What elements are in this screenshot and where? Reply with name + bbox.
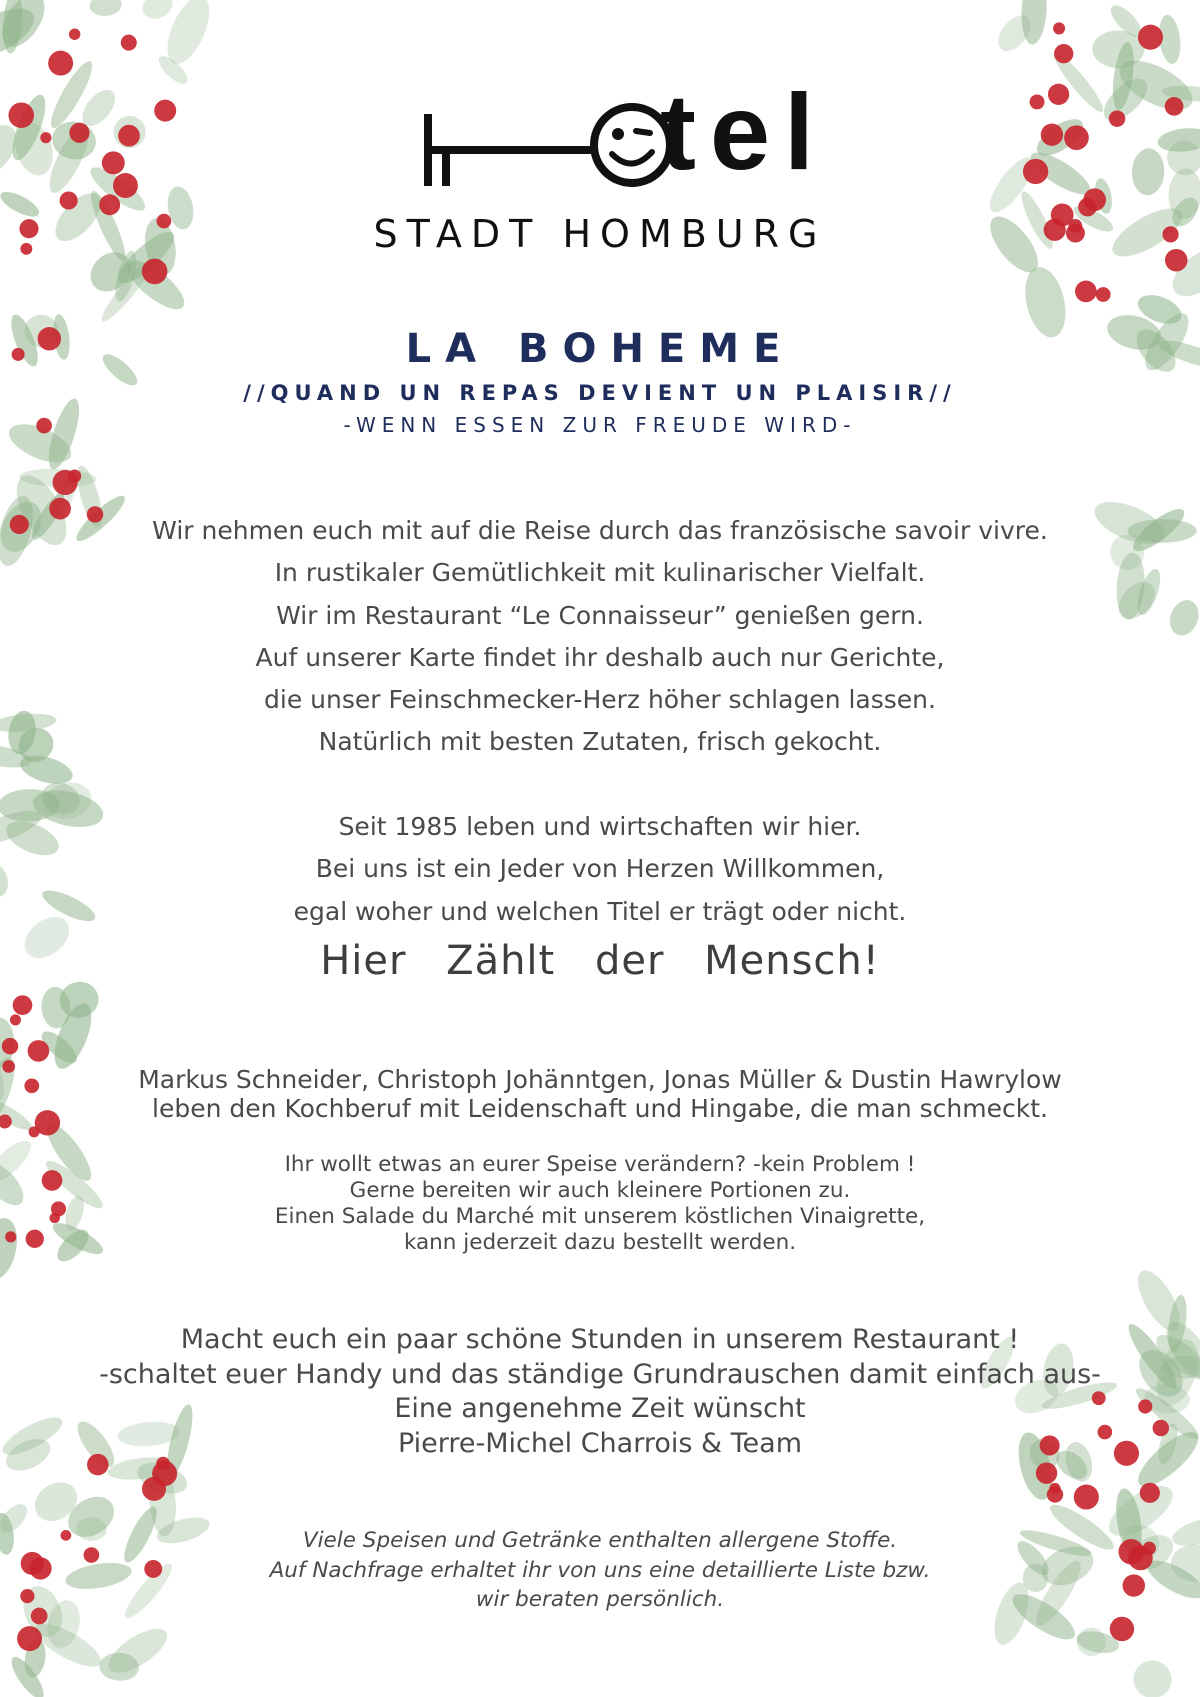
motto-heading: Hier Zählt der Mensch! [320,938,880,984]
text-line: Wir im Restaurant “Le Connaisseur” genießen gern. [276,600,924,630]
text-line: wir beraten persönlich. [475,1587,725,1612]
text-line: Wir nehmen euch mit auf die Reise durch das französische savoir vivre. [152,516,1048,545]
changes-paragraph [0,1152,1200,1256]
text-line: Ihr wollt etwas an eurer Speise verändern? -kein Problem ! [284,1152,916,1177]
text-line: Markus Schneider, Christoph Johänntgen, Jonas Müller & Dustin Hawrylow [138,1065,1062,1094]
history-paragraph [0,806,1200,933]
tagline-german: -WENN ESSEN ZUR FREUDE WIRD- [343,413,857,437]
tagline-french: //QUAND UN REPAS DEVIENT UN PLAISIR// [243,381,957,405]
text-line: die unser Feinschmecker-Herz höher schlagen lassen. [264,685,936,715]
text-line: Einen Salade du Marché mit unserem köstlichen Vinaigrette, [274,1204,926,1229]
text-line: Pierre-Michel Charrois & Team [397,1427,803,1459]
text-line: leben den Kochberuf mit Leidenschaft und Hingabe, die man schmeckt. [152,1094,1048,1123]
text-line: Auf unserer Karte findet ihr deshalb auch nur Gerichte, [255,642,945,672]
chefs-paragraph [0,1065,1200,1123]
text-line: Seit 1985 leben und wirtschaften wir hier. [338,812,862,841]
text-line: Macht euch ein paar schöne Stunden in unserem Restaurant ! [180,1324,1020,1355]
text-line: Viele Speisen und Getränke enthalten allergene Stoffe. [302,1528,898,1553]
text-line: Bei uns ist ein Jeder von Herzen Willkommen, [315,854,885,884]
logo-wordmark: tel [660,71,829,192]
logo-subtitle: STADT HOMBURG [373,212,827,256]
text-line: Eine angenehme Zeit wünscht [394,1393,806,1425]
allergen-note [0,1526,1200,1615]
text-line: Gerne bereiten wir auch kleinere Portionen zu. [349,1178,851,1203]
text-line: In rustikaler Gemütlichkeit mit kulinarischer Vielfalt. [274,558,926,588]
text-line: -schaltet euer Handy und das ständige Grundrauschen damit einfach aus- [99,1358,1101,1390]
text-line: kann jederzeit dazu bestellt werden. [403,1230,797,1255]
text-line: egal woher und welchen Titel er trägt oder nicht. [293,896,907,926]
closing-paragraph [0,1323,1200,1461]
restaurant-name: LA BOHEME [405,326,795,372]
intro-paragraph [0,510,1200,764]
text-line: Auf Nachfrage erhaltet ihr von uns eine detaillierte Liste bzw. [269,1557,931,1583]
text-line: Natürlich mit besten Zutaten, frisch gekocht. [318,727,882,757]
